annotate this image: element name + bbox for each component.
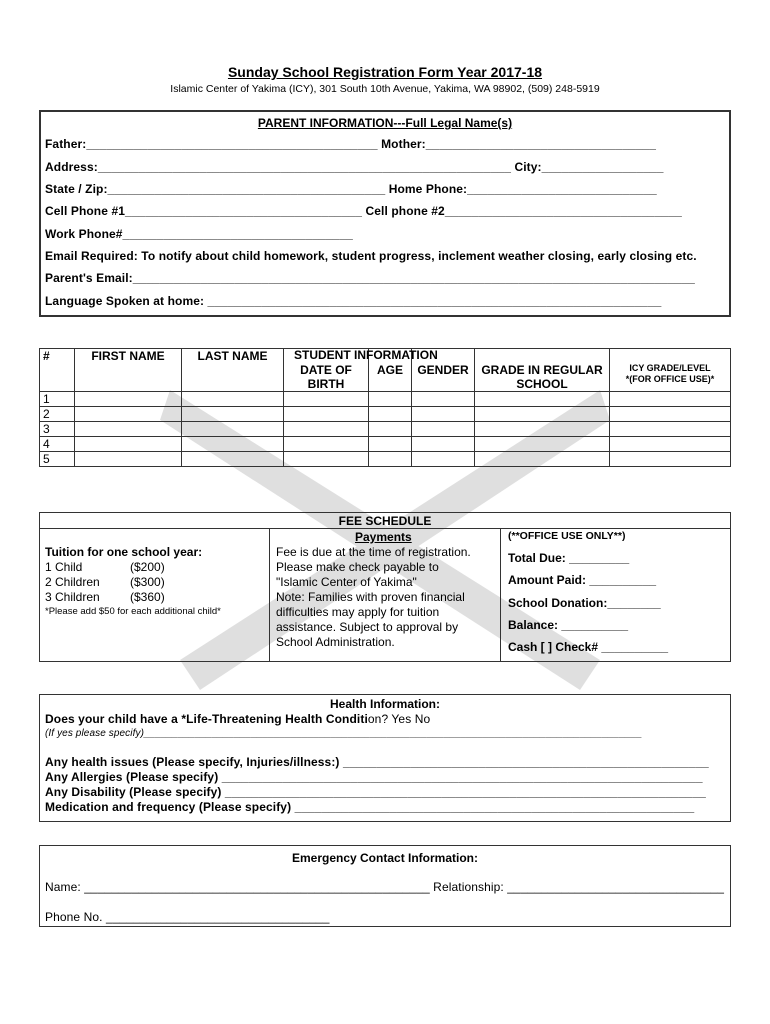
table-row[interactable] [40,452,731,467]
table-row[interactable] [40,407,731,422]
tuition-2-price: ($300) [130,575,165,589]
col-number: # [40,349,75,392]
medication-field[interactable]: Medication and frequency (Please specify) ___________________________________________________________ [45,800,695,814]
life-threatening-question[interactable] [45,712,430,726]
col-last-name: LAST NAME [182,349,284,392]
balance-field[interactable]: Balance: __________ [508,618,629,632]
allergies-field[interactable]: Any Allergies (Please specify) _______________________________________________________________________ [45,770,703,784]
row-number: 3 [40,422,75,437]
emergency-contact-heading: Emergency Contact Information: [291,851,479,865]
email-required-note: Email Required: To notify about child homework, student progress, inclement weather closing, early closing etc. [45,249,697,263]
col-icy-grade [610,349,731,392]
student-information-table [39,348,731,467]
payments-line: "Islamic Center of Yakima" [276,575,417,589]
payments-title: Payments [355,530,412,544]
father-mother-field[interactable]: Father:___________________________________________ Mother:__________________________________ [45,137,657,151]
yes-no-options[interactable]: on? Yes No [367,712,431,726]
payments-line: School Administration. [276,635,395,649]
payments-line: difficulties may apply for tuition [276,605,440,619]
parent-information-heading: PARENT INFORMATION---Full Legal Name(s) [257,116,513,130]
amount-paid-field[interactable]: Amount Paid: __________ [508,573,657,587]
cash-check-field[interactable]: Cash [ ] Check# __________ [508,640,669,654]
row-number: 4 [40,437,75,452]
row-number: 5 [40,452,75,467]
table-row[interactable] [40,422,731,437]
language-field[interactable]: Language Spoken at home: ___________________________________________________________________ [45,294,662,308]
school-donation-field[interactable]: School Donation:________ [508,596,661,610]
payments-line: Fee is due at the time of registration. [276,545,471,559]
health-issues-field[interactable]: Any health issues (Please specify, Injuries/illness:) ______________________________________________________ [45,755,709,769]
payments-line: Please make check payable to [276,560,439,574]
col-gender: GENDER [412,349,475,392]
col-grade-regular-school: GRADE IN REGULAR SCHOOL [475,349,610,392]
fee-schedule-heading: FEE SCHEDULE [338,514,432,528]
table-row[interactable] [40,392,731,407]
tuition-1-label: 1 Child [45,560,83,574]
date-of-birth-label: DATE OF BIRTH [300,363,352,391]
parent-email-field[interactable]: Parent's Email:___________________________________________________________________________________ [45,271,695,285]
row-number: 2 [40,407,75,422]
payments-line: assistance. Subject to approval by [276,620,459,634]
disability-field[interactable]: Any Disability (Please specify) _______________________________________________________________________ [45,785,706,799]
additional-child-note: *Please add $50 for each additional child* [45,606,221,617]
table-row[interactable] [40,437,731,452]
health-information-heading: Health Information: [330,697,440,711]
office-use-label: *(FOR OFFICE USE)* [625,374,715,384]
cell-phone-field[interactable]: Cell Phone #1___________________________________ Cell phone #2___________________________________ [45,204,682,218]
icy-grade-label: ICY GRADE/LEVEL [629,363,711,373]
emergency-name-relationship-field[interactable]: Name: ___________________________________________________ Relationship: ________________________________ [45,880,725,894]
address-city-field[interactable]: Address:_____________________________________________________________ City:__________________ [45,160,664,174]
tuition-3-price: ($360) [130,590,165,604]
if-yes-specify-field[interactable]: (If yes please specify)________________________________________________________________________________________ [45,728,643,739]
total-due-field[interactable]: Total Due: _________ [508,551,630,565]
tuition-3-label: 3 Children [45,590,100,604]
tuition-2-label: 2 Children [45,575,100,589]
col-first-name: FIRST NAME [75,349,182,392]
col-age: AGE [369,349,412,392]
state-zip-phone-field[interactable]: State / Zip:_________________________________________ Home Phone:____________________________ [45,182,657,196]
row-number: 1 [40,392,75,407]
work-phone-field[interactable]: Work Phone#__________________________________ [45,227,353,241]
organization-address: Islamic Center of Yakima (ICY), 301 South 10th Avenue, Yakima, WA 98902, (509) 248-5919 [170,83,600,95]
emergency-phone-field[interactable]: Phone No. _________________________________ [45,910,330,924]
tuition-title: Tuition for one school year: [45,545,203,559]
life-threatening-question-bold: Does your child have a *Life-Threatening Health Conditi [45,712,368,726]
page-title: Sunday School Registration Form Year 2017-18 [227,64,543,80]
payments-line: Note: Families with proven financial [276,590,465,604]
office-use-title: (**OFFICE USE ONLY**) [508,530,626,542]
tuition-1-price: ($200) [130,560,165,574]
student-information-heading: STUDENT INFORMATION [294,348,438,362]
